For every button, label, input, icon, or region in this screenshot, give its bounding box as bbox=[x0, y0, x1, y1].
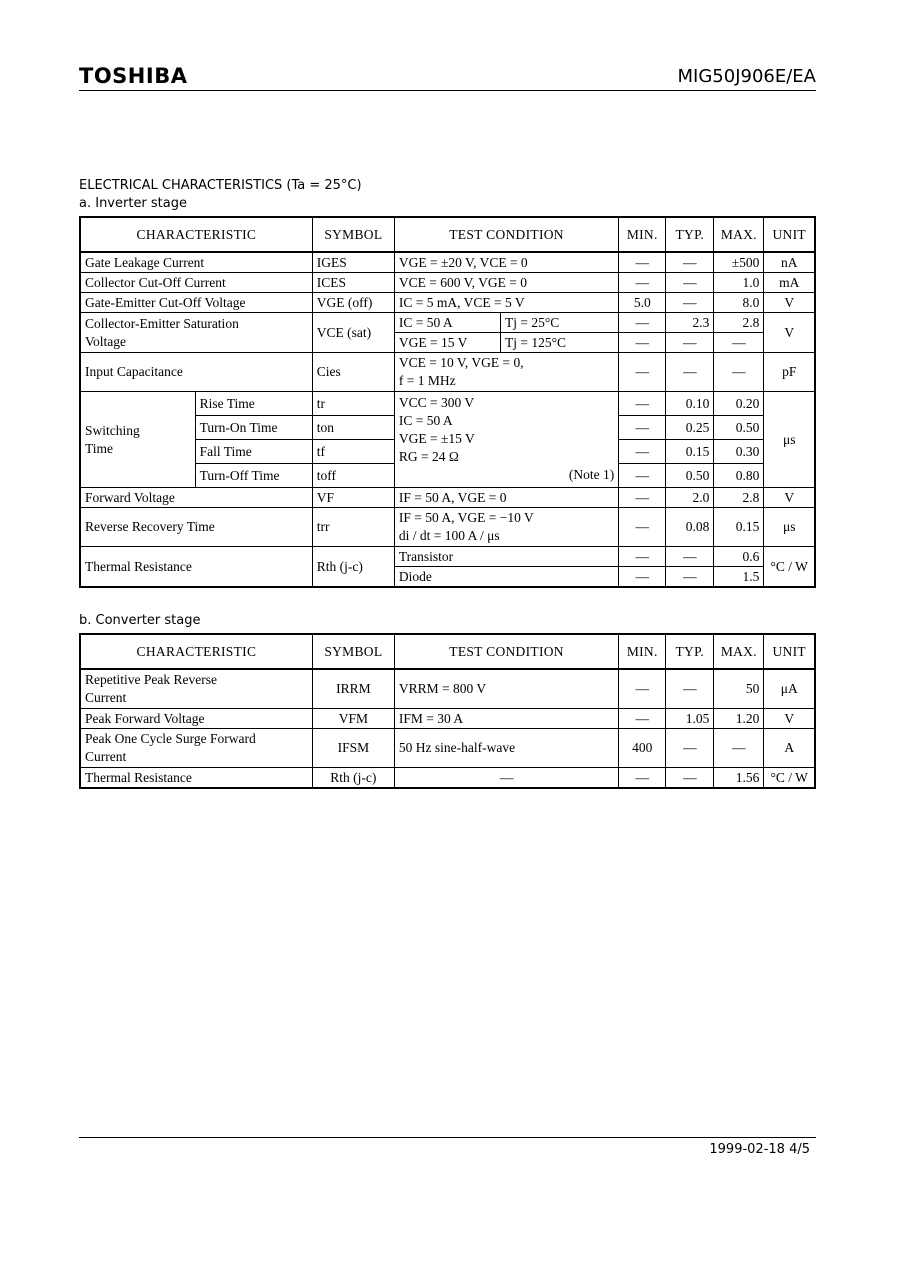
row-typ: 0.15 bbox=[666, 440, 714, 464]
row-symbol: tr bbox=[312, 392, 394, 416]
col-typ: TYP. bbox=[666, 217, 714, 252]
row-typ: 1.05 bbox=[666, 709, 714, 729]
table-row bbox=[80, 252, 815, 273]
row-min: — bbox=[619, 333, 666, 353]
row-condition: VGE = ±20 V, VCE = 0 bbox=[394, 252, 618, 273]
row-condition: VCE = 600 V, VGE = 0 bbox=[394, 273, 618, 293]
col-max: MAX. bbox=[714, 634, 764, 669]
col-symbol: SYMBOL bbox=[312, 217, 394, 252]
row-max: 2.8 bbox=[714, 488, 764, 508]
col-condition: TEST CONDITION bbox=[394, 634, 618, 669]
row-name: Collector Cut-Off Current bbox=[80, 273, 312, 293]
page-footer bbox=[79, 1137, 816, 1157]
row-unit: °C / W bbox=[764, 768, 815, 789]
row-unit: A bbox=[764, 729, 815, 768]
section-title: ELECTRICAL CHARACTERISTICS (Ta = 25°C) bbox=[79, 178, 362, 193]
row-condition: IF = 50 A, VGE = 0 bbox=[394, 488, 618, 508]
row-max: 8.0 bbox=[714, 293, 764, 313]
page-header bbox=[79, 62, 816, 91]
row-name-line: Current bbox=[85, 690, 127, 705]
table-row bbox=[80, 293, 815, 313]
row-condition: VRRM = 800 V bbox=[394, 669, 618, 709]
row-condition bbox=[394, 353, 618, 392]
date-page-number: 1999-02-18 4/5 bbox=[709, 1142, 810, 1157]
table-row bbox=[80, 488, 815, 508]
inverter-stage-title: a. Inverter stage bbox=[79, 196, 187, 211]
table-row bbox=[80, 669, 815, 709]
row-typ: — bbox=[666, 567, 714, 588]
row-typ: — bbox=[666, 729, 714, 768]
row-symbol: IRRM bbox=[312, 669, 394, 709]
col-unit: UNIT bbox=[764, 217, 815, 252]
row-subname: Rise Time bbox=[195, 392, 312, 416]
col-min: MIN. bbox=[619, 634, 666, 669]
row-min: — bbox=[619, 392, 666, 416]
inverter-table bbox=[79, 216, 816, 588]
row-condition: VGE = 15 V bbox=[394, 333, 500, 353]
row-symbol: VFM bbox=[312, 709, 394, 729]
table-row bbox=[80, 709, 815, 729]
row-unit: mA bbox=[764, 273, 815, 293]
row-name: Gate-Emitter Cut-Off Voltage bbox=[80, 293, 312, 313]
row-name-line: Time bbox=[85, 440, 114, 456]
row-max: 2.8 bbox=[714, 313, 764, 333]
col-unit: UNIT bbox=[764, 634, 815, 669]
row-unit: V bbox=[764, 293, 815, 313]
row-min: — bbox=[619, 464, 666, 488]
row-unit: V bbox=[764, 709, 815, 729]
row-condition-line: f = 1 MHz bbox=[398, 373, 456, 388]
row-condition: 50 Hz sine-half-wave bbox=[394, 729, 618, 768]
row-max: 0.80 bbox=[714, 464, 764, 488]
row-subname: Fall Time bbox=[195, 440, 312, 464]
row-symbol: tf bbox=[312, 440, 394, 464]
row-symbol: VCE (sat) bbox=[312, 313, 394, 353]
note-reference: (Note 1) bbox=[568, 467, 615, 482]
table-row bbox=[80, 273, 815, 293]
row-subname: Turn-On Time bbox=[195, 416, 312, 440]
row-max: 0.15 bbox=[714, 508, 764, 547]
row-name-line: Switching bbox=[85, 422, 140, 438]
row-max: 1.56 bbox=[714, 768, 764, 789]
row-symbol: ICES bbox=[312, 273, 394, 293]
row-unit: °C / W bbox=[764, 547, 815, 588]
row-unit: nA bbox=[764, 252, 815, 273]
row-symbol: VGE (off) bbox=[312, 293, 394, 313]
row-min: — bbox=[619, 313, 666, 333]
row-name: Forward Voltage bbox=[80, 488, 312, 508]
row-name bbox=[80, 729, 312, 768]
row-name-line: Voltage bbox=[85, 333, 126, 349]
row-typ: — bbox=[666, 273, 714, 293]
brand-logo: TOSHIBA bbox=[79, 64, 188, 88]
converter-table bbox=[79, 633, 816, 789]
row-unit: V bbox=[764, 488, 815, 508]
row-min: 5.0 bbox=[619, 293, 666, 313]
row-typ: — bbox=[666, 353, 714, 392]
row-name-line: Collector-Emitter Saturation bbox=[85, 315, 239, 331]
row-typ: — bbox=[666, 333, 714, 353]
row-max: 1.0 bbox=[714, 273, 764, 293]
row-max: 0.20 bbox=[714, 392, 764, 416]
row-symbol: Rth (j-c) bbox=[312, 768, 394, 789]
row-symbol: ton bbox=[312, 416, 394, 440]
row-symbol: trr bbox=[312, 508, 394, 547]
row-symbol: toff bbox=[312, 464, 394, 488]
row-typ: — bbox=[666, 768, 714, 789]
row-max: 0.6 bbox=[714, 547, 764, 567]
table-row bbox=[80, 313, 815, 333]
row-max: — bbox=[714, 353, 764, 392]
col-min: MIN. bbox=[619, 217, 666, 252]
row-name-line: Current bbox=[85, 749, 127, 764]
row-condition-line: di / dt = 100 A / μs bbox=[398, 528, 500, 543]
row-typ: 0.08 bbox=[666, 508, 714, 547]
row-condition-tj: Tj = 25°C bbox=[501, 313, 619, 333]
row-condition: IC = 50 A bbox=[394, 313, 500, 333]
row-min: — bbox=[619, 488, 666, 508]
table-row bbox=[80, 729, 815, 768]
row-name: Thermal Resistance bbox=[80, 547, 312, 588]
col-typ: TYP. bbox=[666, 634, 714, 669]
row-unit: μs bbox=[764, 508, 815, 547]
row-condition: — bbox=[394, 768, 618, 789]
row-subname: Turn-Off Time bbox=[195, 464, 312, 488]
row-unit: μA bbox=[764, 669, 815, 709]
row-name-line: Peak One Cycle Surge Forward bbox=[85, 731, 256, 746]
row-max: 1.5 bbox=[714, 567, 764, 588]
row-condition-line: VCC = 300 V bbox=[398, 395, 475, 410]
row-name bbox=[80, 669, 312, 709]
row-symbol: IFSM bbox=[312, 729, 394, 768]
row-min: — bbox=[619, 567, 666, 588]
col-condition: TEST CONDITION bbox=[394, 217, 618, 252]
row-min: — bbox=[619, 353, 666, 392]
row-max: — bbox=[714, 333, 764, 353]
row-min: — bbox=[619, 252, 666, 273]
row-name: Reverse Recovery Time bbox=[80, 508, 312, 547]
row-condition: Transistor bbox=[394, 547, 618, 567]
row-max: 0.50 bbox=[714, 416, 764, 440]
part-number: MIG50J906E/EA bbox=[677, 66, 816, 87]
row-max: 0.30 bbox=[714, 440, 764, 464]
row-max: 1.20 bbox=[714, 709, 764, 729]
row-condition-tj: Tj = 125°C bbox=[501, 333, 619, 353]
row-min: — bbox=[619, 273, 666, 293]
row-max: ±500 bbox=[714, 252, 764, 273]
row-min: — bbox=[619, 547, 666, 567]
row-name: Input Capacitance bbox=[80, 353, 312, 392]
row-condition-line: IF = 50 A, VGE = −10 V bbox=[398, 510, 534, 525]
table-row bbox=[80, 353, 815, 392]
row-name bbox=[80, 313, 312, 353]
row-condition-line: VGE = ±15 V bbox=[398, 431, 475, 446]
row-min: 400 bbox=[619, 729, 666, 768]
row-symbol: Cies bbox=[312, 353, 394, 392]
col-symbol: SYMBOL bbox=[312, 634, 394, 669]
row-min: — bbox=[619, 508, 666, 547]
row-typ: 2.0 bbox=[666, 488, 714, 508]
row-min: — bbox=[619, 440, 666, 464]
row-typ: 0.25 bbox=[666, 416, 714, 440]
row-max: — bbox=[714, 729, 764, 768]
row-condition-line: RG = 24 Ω bbox=[398, 449, 459, 464]
row-symbol: VF bbox=[312, 488, 394, 508]
table-row bbox=[80, 392, 815, 416]
converter-stage-title: b. Converter stage bbox=[79, 613, 201, 628]
row-condition: IC = 5 mA, VCE = 5 V bbox=[394, 293, 618, 313]
row-typ: 0.50 bbox=[666, 464, 714, 488]
row-symbol: IGES bbox=[312, 252, 394, 273]
row-condition bbox=[394, 508, 618, 547]
table-row bbox=[80, 768, 815, 789]
row-typ: 2.3 bbox=[666, 313, 714, 333]
switching-conditions bbox=[394, 392, 618, 488]
row-min: — bbox=[619, 768, 666, 789]
row-min: — bbox=[619, 416, 666, 440]
row-name: Thermal Resistance bbox=[80, 768, 312, 789]
row-name: Peak Forward Voltage bbox=[80, 709, 312, 729]
row-typ: 0.10 bbox=[666, 392, 714, 416]
row-typ: — bbox=[666, 547, 714, 567]
col-max: MAX. bbox=[714, 217, 764, 252]
row-typ: — bbox=[666, 669, 714, 709]
row-name: Gate Leakage Current bbox=[80, 252, 312, 273]
row-condition: Diode bbox=[394, 567, 618, 588]
col-characteristic: CHARACTERISTIC bbox=[80, 217, 312, 252]
row-max: 50 bbox=[714, 669, 764, 709]
row-unit: μs bbox=[764, 392, 815, 488]
col-characteristic: CHARACTERISTIC bbox=[80, 634, 312, 669]
row-min: — bbox=[619, 709, 666, 729]
row-condition-line: IC = 50 A bbox=[398, 413, 453, 428]
row-condition: IFM = 30 A bbox=[394, 709, 618, 729]
row-typ: — bbox=[666, 252, 714, 273]
row-min: — bbox=[619, 669, 666, 709]
row-unit: V bbox=[764, 313, 815, 353]
row-unit: pF bbox=[764, 353, 815, 392]
row-typ: — bbox=[666, 293, 714, 313]
table-row bbox=[80, 508, 815, 547]
row-symbol: Rth (j-c) bbox=[312, 547, 394, 588]
row-name-line: Repetitive Peak Reverse bbox=[85, 672, 217, 687]
table-row bbox=[80, 547, 815, 567]
switching-time-label bbox=[80, 392, 195, 488]
row-condition-line: VCE = 10 V, VGE = 0, bbox=[398, 355, 524, 370]
